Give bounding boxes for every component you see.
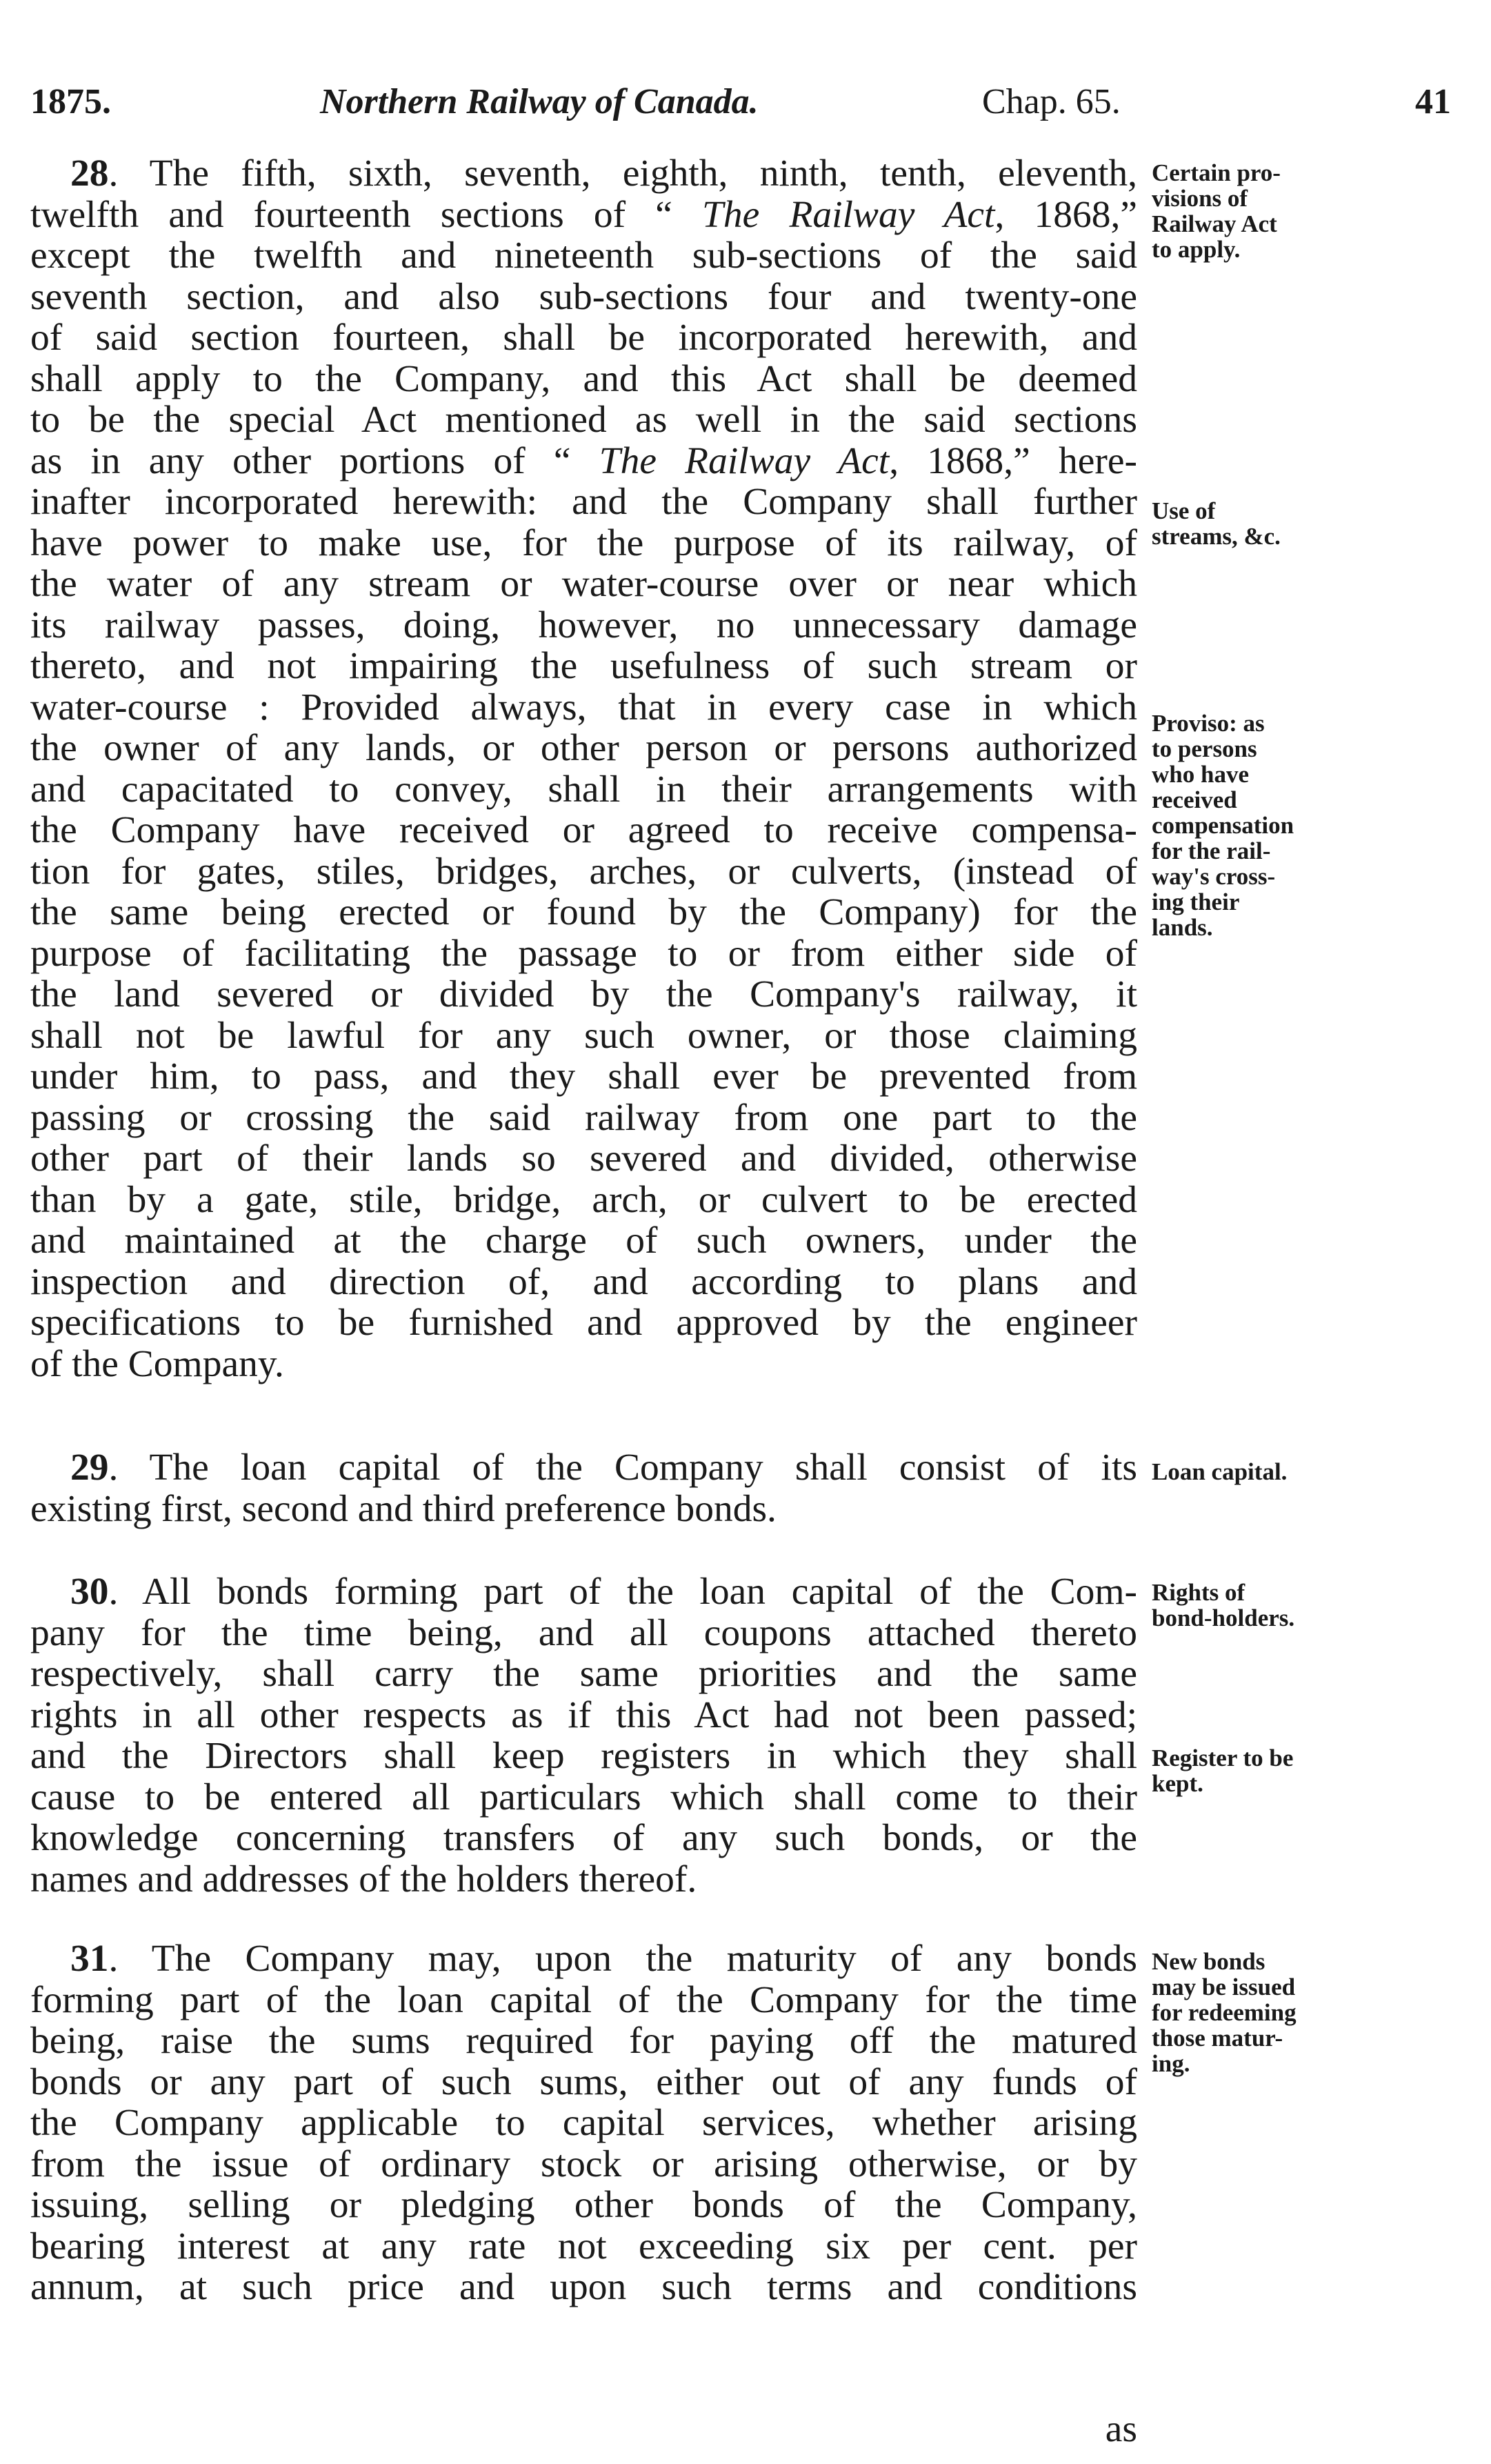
section-line: specifications to be furnished and approved by the engineer: [30, 1302, 1137, 1344]
section-line: the Company applicable to capital services, whether arising: [30, 2102, 1137, 2144]
section-line: passing or crossing the said railway from one part to the: [30, 1096, 1137, 1139]
section-line: seventh section, and also sub-sections four and twenty-one: [30, 275, 1137, 318]
section-line: to be the special Act mentioned as well in the said sections: [30, 399, 1137, 441]
section-line: as in any other portions of “ The Railway Act, 1868,” here-: [30, 439, 1137, 482]
section-line: inspection and direction of, and according to plans and: [30, 1260, 1137, 1303]
section-line: 28. The fifth, sixth, seventh, eighth, ninth, tenth, eleventh,: [70, 152, 1137, 195]
header-year: 1875.: [30, 82, 111, 121]
margin-note-new-bonds: New bonds may be issued for redeeming those matur- ing.: [1152, 1948, 1297, 2077]
section-number: 28: [70, 152, 109, 195]
section-line: 29. The loan capital of the Company shall consist of its: [70, 1447, 1137, 1489]
margin-note-use-of-streams: Use of streams, &c.: [1152, 497, 1281, 550]
section-line: than by a gate, stile, bridge, arch, or culvert to be erected: [30, 1178, 1137, 1221]
section-line: twelfth and fourteenth sections of “ The Railway Act, 1868,”: [30, 193, 1137, 236]
section-line: and capacitated to convey, shall in their arrangements with: [30, 768, 1137, 811]
section-line: being, raise the sums required for paying off the matured: [30, 2020, 1137, 2062]
section-line: knowledge concerning transfers of any such bonds, or the: [30, 1817, 1137, 1859]
section-line: pany for the time being, and all coupons attached thereto: [30, 1611, 1137, 1654]
section-number: 31: [70, 1938, 109, 1980]
margin-note-loan-capital: Loan capital.: [1152, 1458, 1288, 1485]
section-line: 31. The Company may, upon the maturity of any bonds: [70, 1938, 1137, 1980]
section-line: shall not be lawful for any such owner, or those claiming: [30, 1014, 1137, 1057]
section-line: forming part of the loan capital of the Company for the time: [30, 1978, 1137, 2021]
section-line: annum, at such price and upon such terms and conditions: [30, 2266, 1137, 2308]
section-29: [30, 1447, 1137, 1529]
catchword: as: [1105, 2408, 1137, 2450]
section-line: the same being erected or found by the Company) for the: [30, 891, 1137, 933]
margin-note-register: Register to be kept.: [1152, 1745, 1294, 1797]
section-line: thereto, and not impairing the usefulness of such stream or: [30, 645, 1137, 687]
section-line: and maintained at the charge of such owners, under the: [30, 1220, 1137, 1262]
section-line: shall apply to the Company, and this Act shall be deemed: [30, 357, 1137, 400]
section-line: inafter incorporated herewith: and the Company shall further: [30, 481, 1137, 523]
section-line: existing first, second and third preference bonds.: [30, 1487, 777, 1530]
section-line: water-course : Provided always, that in every case in which: [30, 686, 1137, 728]
section-line: have power to make use, for the purpose of its railway, of: [30, 521, 1137, 564]
section-line: from the issue of ordinary stock or arising otherwise, or by: [30, 2143, 1137, 2185]
section-line: purpose of facilitating the passage to or from either side of: [30, 932, 1137, 975]
page-number: 41: [1415, 82, 1451, 121]
catchword-block: [30, 2409, 1137, 2450]
section-line: the Company have received or agreed to receive compensa-: [30, 809, 1137, 851]
header-title: Northern Railway of Canada.: [320, 82, 759, 121]
margin-note-certain-provisions: Certain pro- visions of Railway Act to apply.: [1152, 159, 1281, 263]
running-header: [30, 81, 1451, 137]
section-number: 29: [70, 1447, 109, 1489]
section-line: names and addresses of the holders thereof.: [30, 1858, 697, 1900]
section-line: respectively, shall carry the same priorities and the same: [30, 1653, 1137, 1695]
section-30: [30, 1571, 1137, 1900]
section-line: of the Company.: [30, 1342, 284, 1385]
section-line: its railway passes, doing, however, no unnecessary damage: [30, 604, 1137, 646]
section-line: under him, to pass, and they shall ever be prevented from: [30, 1055, 1137, 1097]
section-line: and the Directors shall keep registers in which they shall: [30, 1735, 1137, 1777]
section-line: 30. All bonds forming part of the loan capital of the Com-: [70, 1571, 1137, 1613]
margin-note-rights-of-bondholders: Rights of bond-holders.: [1152, 1579, 1295, 1631]
section-line: of said section fourteen, shall be incorporated herewith, and: [30, 317, 1137, 359]
margin-note-proviso: Proviso: as to persons who have received compensation for the rail- way's cross- ing their lands.: [1152, 710, 1294, 941]
section-line: the water of any stream or water-course over or near which: [30, 563, 1137, 605]
act-title: The Railway Act: [702, 193, 995, 236]
section-line: tion for gates, stiles, bridges, arches, or culverts, (instead of: [30, 850, 1137, 893]
section-28: [30, 153, 1137, 1384]
section-line: cause to be entered all particulars which shall come to their: [30, 1776, 1137, 1818]
section-line: bearing interest at any rate not exceeding six per cent. per: [30, 2225, 1137, 2267]
section-line: bonds or any part of such sums, either out of any funds of: [30, 2060, 1137, 2103]
section-line: the land severed or divided by the Company's railway, it: [30, 973, 1137, 1015]
section-line: issuing, selling or pledging other bonds of the Company,: [30, 2184, 1137, 2226]
header-chapter: Chap. 65.: [982, 82, 1121, 121]
section-number: 30: [70, 1571, 109, 1613]
act-title: The Railway Act: [599, 439, 890, 482]
section-line: rights in all other respects as if this Act had not been passed;: [30, 1693, 1137, 1736]
section-31: [30, 1938, 1137, 2308]
section-line: except the twelfth and nineteenth sub-sections of the said: [30, 235, 1137, 277]
section-line: the owner of any lands, or other person or persons authorized: [30, 727, 1137, 769]
section-line: other part of their lands so severed and divided, otherwise: [30, 1137, 1137, 1180]
